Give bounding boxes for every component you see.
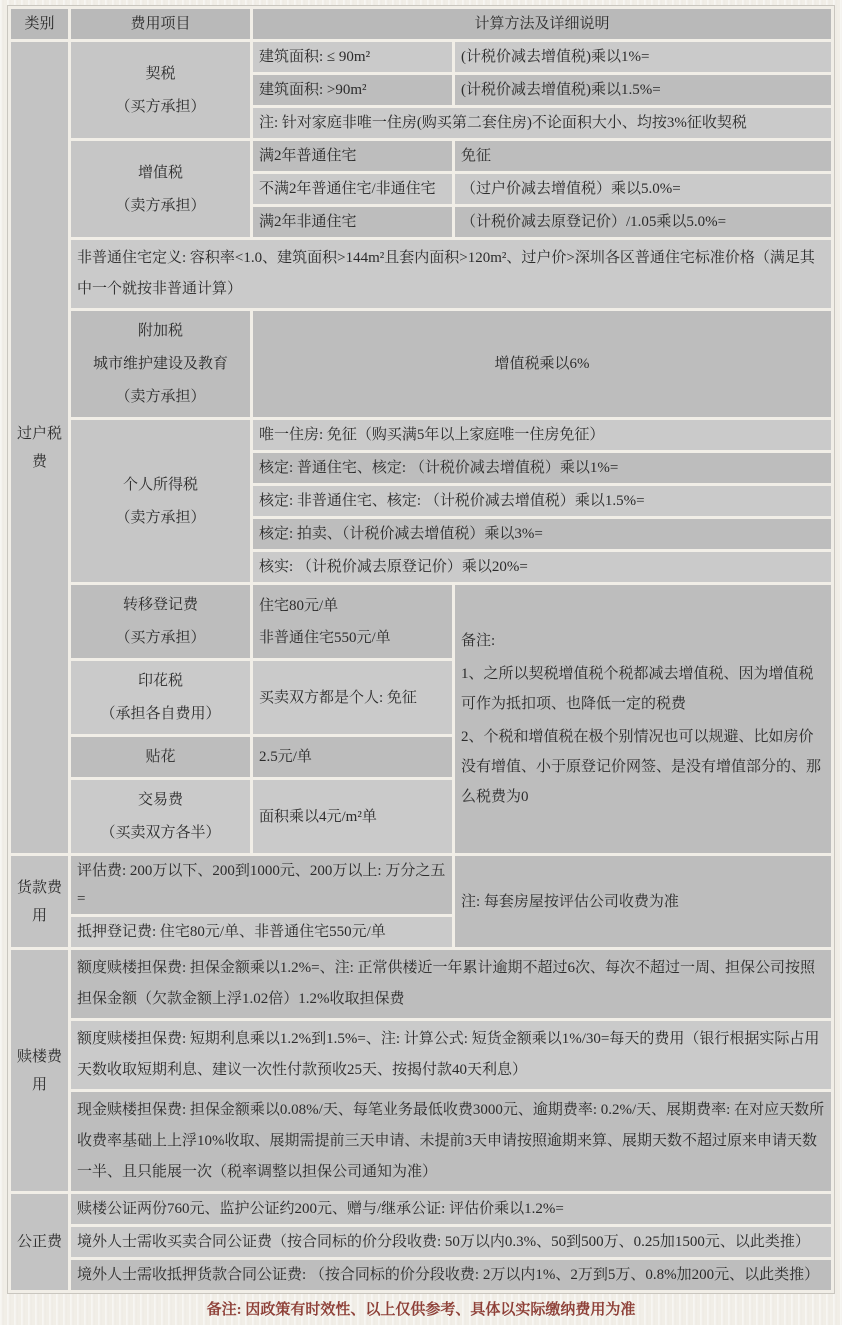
notary-fee-row-2: 境外人士需收买卖合同公证费（按合同标的价分段收费: 50万以内0.3%、50到500万、0.25加1500元、以此类推） [70,1226,833,1259]
surtax-payer: （卖方承担） [115,389,206,405]
header-cell-method: 计算方法及详细说明 [252,8,833,41]
surtax-label2: 城市维护建设及教育 [92,356,228,372]
table-header-row [10,8,833,41]
redemption-fee-row-3: 现金赎楼担保费: 担保金额乘以0.08%/天、每笔业务最低收费3000元、逾期费率: 0.2%/天、展期费率: 在对应天数所收费率基础上上浮10%收取、展期需提前三天申请、未提前3天申请按照逾期来算、展期天数不超过原来申请天数一半、且只能展一次（税率调整以担保公司通知为准） [70,1091,833,1193]
vat-label: 增值税 [137,164,183,181]
non-ordinary-definition: 非普通住宅定义: 容积率<1.0、建筑面积>144m²且套内面积>120m²、过户价>深圳各区普通住宅标准价格（满足其中一个就按非普通计算） [70,239,833,310]
table-row [10,1091,833,1193]
table-row [10,239,833,310]
table-row [10,1226,833,1259]
transfer-registration-line2: 非普通住宅550元/单 [259,629,391,646]
table-row [10,1020,833,1091]
stamp-tax-label: 印花税 [137,673,183,689]
notary-fee-row-1: 赎楼公证两份760元、监护公证约200元、赠与/继承公证: 评估价乘以1.2%= [70,1193,833,1226]
transaction-fee-calc: 面积乘以4元/m²单 [252,779,454,855]
stamp-tax-payer: （承担各自费用） [100,706,221,722]
category-cell-transfer-tax: 过户税费 [10,41,70,855]
loan-fee-row-1: 评估费: 200万以下、200到1000元、200万以上: 万分之五= [70,855,454,916]
item-cell-sticker [70,736,252,779]
vat-cond-3: 满2年非通住宅 [252,206,454,239]
item-cell-surtax [70,310,252,419]
item-cell-income-tax [70,419,252,584]
footer-disclaimer: 备注: 因政策有时效性、以上仅供参考、具体以实际缴纳费用为准 [206,1302,636,1318]
deed-tax-note: 注: 针对家庭非唯一住房(购买第二套住房)不论面积大小、均按3%征收契税 [252,107,833,140]
sticker-label: 贴花 [145,749,176,765]
loan-fee-note: 注: 每套房屋按评估公司收费为准 [454,855,833,949]
income-tax-rule-3: 核定: 非普通住宅、核定: （计税价减去增值税）乘以1.5%= [252,485,833,518]
income-tax-rule-5: 核实: （计税价减去原登记价）乘以20%= [252,551,833,584]
transaction-fee-payer: （买卖双方各半） [100,825,221,841]
deed-tax-label: 契税 [145,65,176,82]
remark-cell [454,584,833,855]
deed-tax-payer: （买方承担） [115,98,206,115]
category-cell-redemption-fee: 赎楼费用 [10,949,70,1193]
category-cell-notary-fee: 公正费 [10,1193,70,1292]
fee-table [8,6,834,1293]
stamp-tax-calc: 买卖双方都是个人: 免征 [252,660,454,736]
redemption-fee-row-1: 额度赎楼担保费: 担保金额乘以1.2%=、注: 正常供楼近一年累计逾期不超过6次、每次不超过一周、担保公司按照担保金额（欠款金额上浮1.02倍）1.2%收取担保费 [70,949,833,1020]
table-row [10,140,833,173]
income-tax-rule-4: 核定: 拍卖、（计税价减去增值税）乘以3%= [252,518,833,551]
item-cell-stamp-tax [70,660,252,736]
table-row [10,1193,833,1226]
transfer-registration-calc [252,584,454,660]
table-row [10,419,833,452]
page [0,6,842,1318]
table-row [10,855,833,916]
transfer-registration-payer: （买方承担） [115,630,206,646]
transfer-registration-label: 转移登记费 [122,597,198,613]
vat-calc-2: （过户价减去增值税）乘以5.0%= [454,173,833,206]
table-row [10,584,833,660]
deed-tax-cond-1: 建筑面积: ≤ 90m² [252,41,454,74]
deed-tax-calc-1: (计税价减去增值税)乘以1%= [454,41,833,74]
deed-tax-cond-2: 建筑面积: >90m² [252,74,454,107]
vat-calc-1: 免征 [454,140,833,173]
sticker-calc: 2.5元/单 [252,736,454,779]
transfer-registration-line1: 住宅80元/单 [259,597,339,614]
remark-point-1: 1、之所以契税增值税个税都减去增值税、因为增值税可作为抵扣项、也降低一定的税费 [461,666,814,712]
table-row [10,1259,833,1292]
remark-point-2: 2、个税和增值税在极个别情况也可以规避、比如房价没有增值、小于原登记价网签、是没有增值部分的、那么税费为0 [461,729,822,805]
deed-tax-calc-2: (计税价减去增值税)乘以1.5%= [454,74,833,107]
vat-cond-2: 不满2年普通住宅/非通住宅 [252,173,454,206]
vat-cond-1: 满2年普通住宅 [252,140,454,173]
item-cell-deed-tax [70,41,252,140]
income-tax-rule-1: 唯一住房: 免征（购买满5年以上家庭唯一住房免征） [252,419,833,452]
income-tax-label: 个人所得税 [122,476,198,493]
income-tax-payer: （卖方承担） [115,509,206,526]
vat-calc-3: （计税价减去原登记价）/1.05乘以5.0%= [454,206,833,239]
notary-fee-row-3: 境外人士需收抵押货款合同公证费: （按合同标的价分段收费: 2万以内1%、2万到5万、0.8%加200元、以此类推） [70,1259,833,1292]
header-cell-category: 类别 [10,8,70,41]
table-row [10,41,833,74]
item-cell-transfer-registration [70,584,252,660]
vat-payer: （卖方承担） [115,197,206,214]
transaction-fee-label: 交易费 [137,792,183,808]
table-row [10,310,833,419]
surtax-label: 附加税 [137,323,183,339]
category-cell-loan-fee: 货款费用 [10,855,70,949]
table-row [10,949,833,1020]
item-cell-vat [70,140,252,239]
redemption-fee-row-2: 额度赎楼担保费: 短期利息乘以1.2%到1.5%=、注: 计算公式: 短货金额乘以1%/30=每天的费用（银行根据实际占用天数收取短期利息、建议一次性付款预收25天、按揭付款40天利息） [70,1020,833,1091]
item-cell-transaction-fee [70,779,252,855]
surtax-calc: 增值税乘以6% [252,310,833,419]
income-tax-rule-2: 核定: 普通住宅、核定: （计税价减去增值税）乘以1%= [252,452,833,485]
loan-fee-row-2: 抵押登记费: 住宅80元/单、非普通住宅550元/单 [70,916,454,949]
remark-title: 备注: [461,633,496,649]
header-cell-item: 费用项目 [70,8,252,41]
